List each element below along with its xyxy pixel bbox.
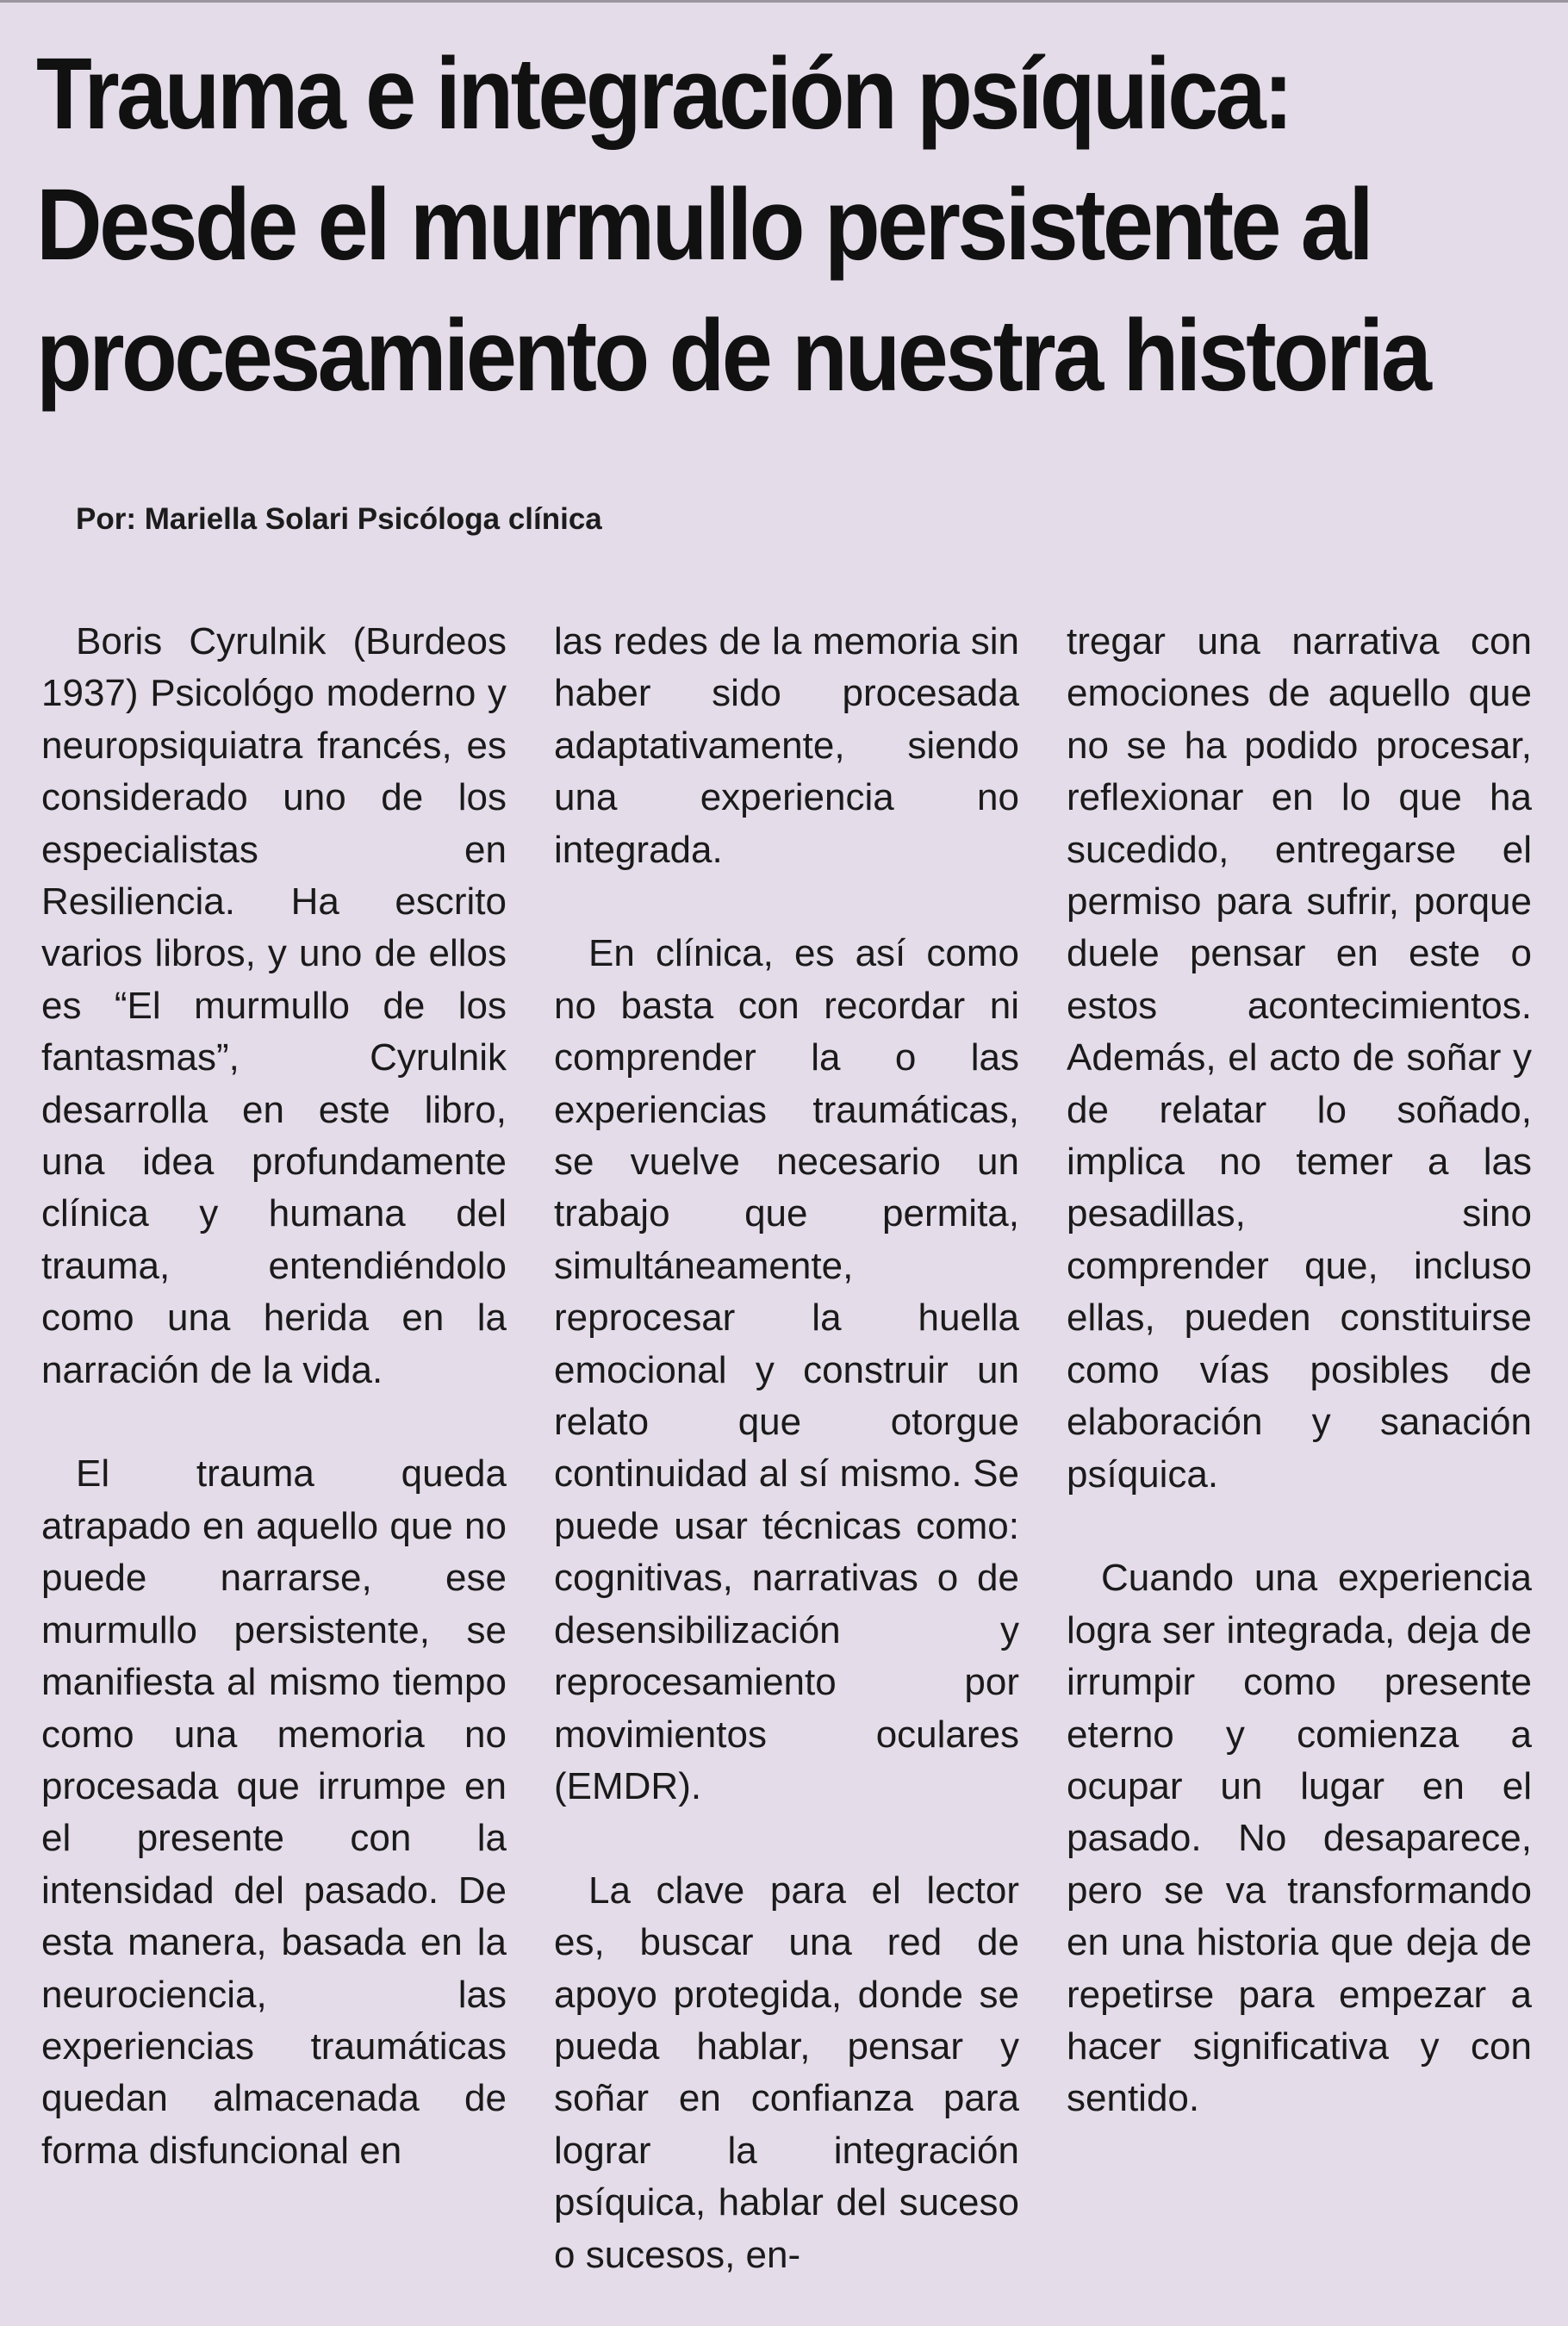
- headline-line-1: Trauma e integración psíquica:: [36, 37, 1291, 151]
- paragraph: las redes de la memoria sin haber sido procesada adaptativamente, siendo una experiencia no integrada.: [554, 620, 1019, 871]
- column-3: [1067, 616, 1532, 2281]
- article-headline: [36, 28, 1429, 421]
- paragraph: Cuando una experiencia logra ser integrada, deja de irrumpir como presente eterno y comienza a ocupar un lugar en el pasado. No desaparece, pero se va transformando en una historia que deja de repetirse para empezar a hacer significativa y con sentido.: [1067, 1557, 1532, 2120]
- column-2: [554, 616, 1019, 2281]
- column-1: [41, 616, 507, 2281]
- paragraph: En clínica, es así como no basta con recordar ni comprender la o las experiencias traumáticas, se vuelve necesario un trabajo que permita, simultáneamente, reprocesar la huella emocional y construir un relato que otorgue continuidad al sí mismo. Se puede usar técnicas como: cognitivas, narrativas o de desensibilización y reprocesamiento por movimientos oculares (EMDR).: [554, 932, 1019, 1807]
- headline-line-3: procesamiento de nuestra historia: [36, 299, 1429, 413]
- article-body: [41, 616, 1532, 2281]
- article-byline: Por: Mariella Solari Psicóloga clínica: [76, 502, 602, 536]
- paragraph: tregar una narrativa con emociones de aquello que no se ha podido procesar, reflexionar en lo que ha sucedido, entregarse el permiso para sufrir, porque duele pensar en este o estos acontecimientos. Además, el acto de soñar y de relatar lo soñado, implica no temer a las pesadillas, sino comprender que, incluso ellas, pueden constituirse como vías posibles de elaboración y sanación psíquica.: [1067, 620, 1532, 1496]
- paragraph: El trauma queda atrapado en aquello que no puede narrarse, ese murmullo persistente, se manifiesta al mismo tiempo como una memoria no procesada que irrumpe en el presente con la intensidad del pasado. De esta manera, basada en la neurociencia, las experiencias traumáticas quedan almacenada de forma disfuncional en: [41, 1452, 507, 2172]
- headline-line-2: Desde el murmullo persistente al: [36, 168, 1372, 282]
- paragraph: Boris Cyrulnik (Burdeos 1937) Psicológo moderno y neuropsiquiatra francés, es considerado uno de los especialistas en Resiliencia. Ha escrito varios libros, y uno de ellos es “El murmullo de los fantasmas”, Cyrulnik desarrolla en este libro, una idea profundamente clínica y humana del trauma, entendiéndolo como una herida en la narración de la vida.: [41, 620, 507, 1391]
- paragraph: La clave para el lector es, buscar una red de apoyo protegida, donde se pueda hablar, pensar y soñar en confianza para lograr la integración psíquica, hablar del suceso o sucesos, en-: [554, 1869, 1019, 2276]
